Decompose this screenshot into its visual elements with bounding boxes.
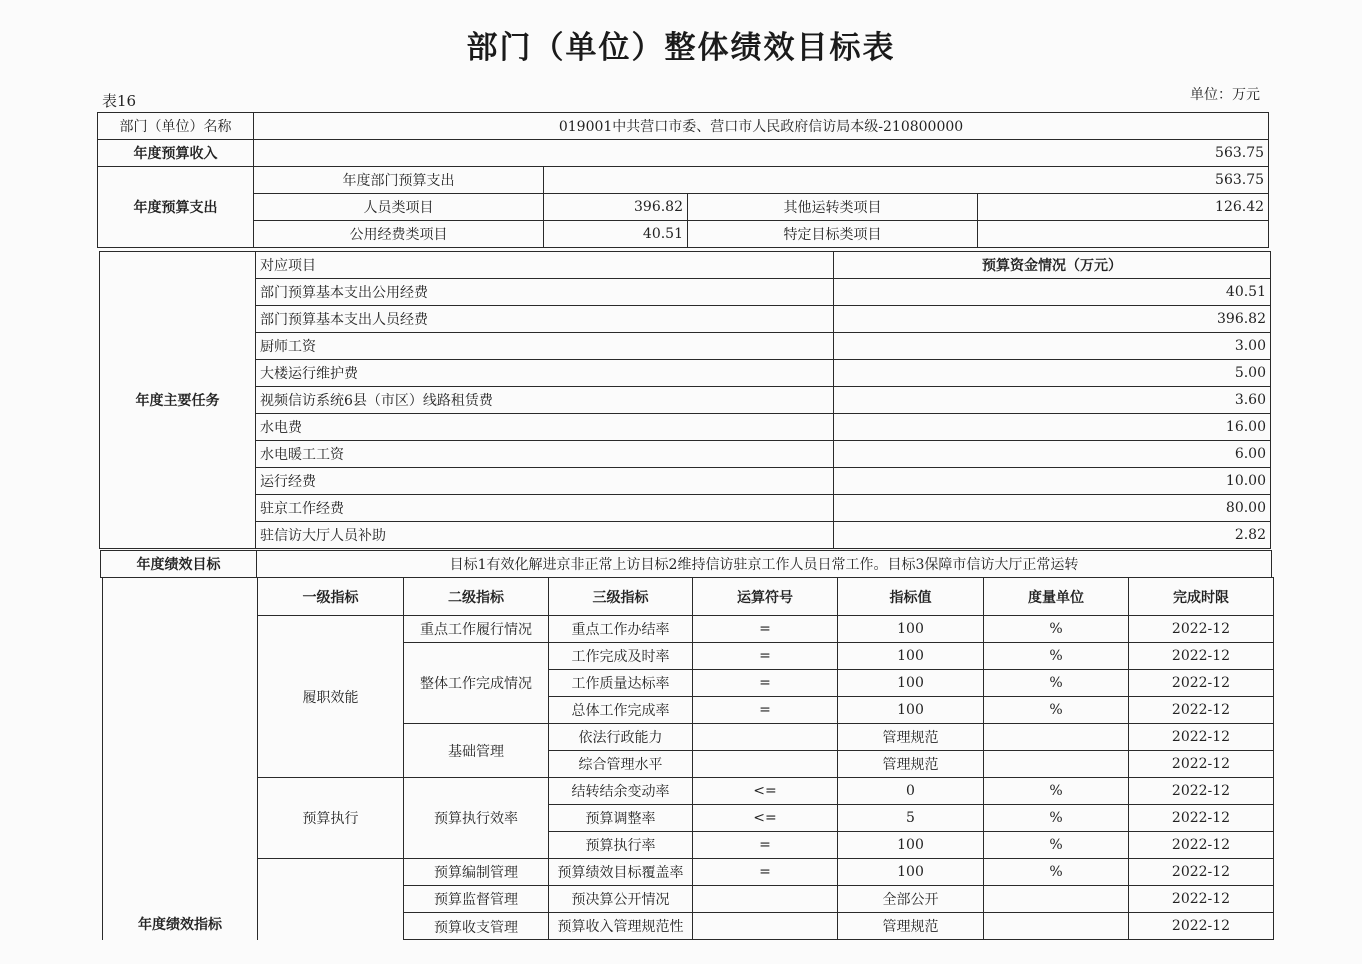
unit [984, 886, 1129, 913]
op [693, 724, 838, 751]
header-value: 指标值 [838, 578, 984, 616]
public-value: 40.51 [544, 221, 688, 248]
personnel-label: 人员类项目 [254, 194, 544, 221]
op: <= [693, 805, 838, 832]
dept-name-label: 部门（单位）名称 [98, 113, 254, 140]
l2-supervise: 预算监督管理 [404, 886, 549, 913]
unit: % [984, 643, 1129, 670]
l2-key-work: 重点工作履行情况 [404, 616, 549, 643]
date: 2022-12 [1129, 724, 1274, 751]
l3: 预算执行率 [549, 832, 693, 859]
l2-compile: 预算编制管理 [404, 859, 549, 886]
task-name: 水电费 [256, 414, 834, 441]
task-name: 运行经费 [256, 468, 834, 495]
val: 0 [838, 778, 984, 805]
special-value [978, 221, 1269, 248]
dept-expense-label: 年度部门预算支出 [254, 167, 544, 194]
table-row [100, 414, 1271, 441]
budget-summary-table [97, 112, 1269, 248]
task-name: 厨师工资 [256, 333, 834, 360]
table-row [100, 495, 1271, 522]
task-value: 3.00 [834, 333, 1271, 360]
table-row [100, 522, 1271, 549]
table-row [98, 221, 1269, 248]
table-row [98, 194, 1269, 221]
op [693, 751, 838, 778]
l3: 总体工作完成率 [549, 697, 693, 724]
val: 100 [838, 670, 984, 697]
task-value: 396.82 [834, 306, 1271, 333]
l2-exec-eff: 预算执行效率 [404, 778, 549, 859]
income-value: 563.75 [254, 140, 1269, 167]
val: 全部公开 [838, 886, 984, 913]
header-l3: 三级指标 [549, 578, 693, 616]
indicators-label: 年度绩效指标 [103, 578, 258, 940]
val: 100 [838, 616, 984, 643]
val: 100 [838, 859, 984, 886]
date: 2022-12 [1129, 886, 1274, 913]
l2-basic: 基础管理 [404, 724, 549, 778]
task-value: 10.00 [834, 468, 1271, 495]
task-name: 水电暖工工资 [256, 441, 834, 468]
l1-empty [258, 859, 404, 940]
l3: 结转结余变动率 [549, 778, 693, 805]
header-l2: 二级指标 [404, 578, 549, 616]
table-row [100, 387, 1271, 414]
task-value: 80.00 [834, 495, 1271, 522]
unit [984, 751, 1129, 778]
op: = [693, 616, 838, 643]
unit: % [984, 778, 1129, 805]
val: 管理规范 [838, 724, 984, 751]
unit: % [984, 616, 1129, 643]
goal-text: 目标1有效化解进京非正常上访目标2维持信访驻京工作人员日常工作。目标3保障市信访大厅正常运转 [257, 551, 1272, 578]
table-number: 表16 [102, 92, 137, 110]
date: 2022-12 [1129, 778, 1274, 805]
l3: 工作完成及时率 [549, 643, 693, 670]
header-unit: 度量单位 [984, 578, 1129, 616]
val: 管理规范 [838, 751, 984, 778]
date: 2022-12 [1129, 832, 1274, 859]
val: 管理规范 [838, 913, 984, 940]
income-label: 年度预算收入 [98, 140, 254, 167]
l3: 综合管理水平 [549, 751, 693, 778]
val: 100 [838, 643, 984, 670]
header-op: 运算符号 [693, 578, 838, 616]
goal-label: 年度绩效目标 [101, 551, 257, 578]
op: <= [693, 778, 838, 805]
personnel-value: 396.82 [544, 194, 688, 221]
dept-name-value: 019001中共营口市委、营口市人民政府信访局本级-210800000 [254, 113, 1269, 140]
task-value: 6.00 [834, 441, 1271, 468]
special-label: 特定目标类项目 [688, 221, 978, 248]
main-tasks-table [99, 251, 1271, 549]
l3: 预算收入管理规范性 [549, 913, 693, 940]
date: 2022-12 [1129, 913, 1274, 940]
unit [984, 913, 1129, 940]
performance-indicators-table [102, 577, 1274, 940]
l3: 依法行政能力 [549, 724, 693, 751]
op: = [693, 832, 838, 859]
task-value: 2.82 [834, 522, 1271, 549]
date: 2022-12 [1129, 697, 1274, 724]
op: = [693, 697, 838, 724]
l1-budget: 预算执行 [258, 778, 404, 859]
op: = [693, 859, 838, 886]
unit: % [984, 805, 1129, 832]
op: = [693, 643, 838, 670]
table-row [103, 778, 1274, 805]
table-row [98, 113, 1269, 140]
unit [984, 724, 1129, 751]
l2-overall: 整体工作完成情况 [404, 643, 549, 724]
table-row [100, 441, 1271, 468]
val: 100 [838, 697, 984, 724]
task-name: 大楼运行维护费 [256, 360, 834, 387]
dept-expense-value: 563.75 [544, 167, 1269, 194]
table-row [100, 279, 1271, 306]
date: 2022-12 [1129, 616, 1274, 643]
task-value: 5.00 [834, 360, 1271, 387]
table-row [98, 140, 1269, 167]
performance-goal-table [100, 550, 1272, 578]
tasks-col-funds: 预算资金情况（万元） [834, 252, 1271, 279]
table-row [100, 360, 1271, 387]
val: 5 [838, 805, 984, 832]
op [693, 913, 838, 940]
task-name: 视频信访系统6县（市区）线路租赁费 [256, 387, 834, 414]
date: 2022-12 [1129, 859, 1274, 886]
tasks-col-project: 对应项目 [256, 252, 834, 279]
l3: 预算绩效目标覆盖率 [549, 859, 693, 886]
task-name: 部门预算基本支出公用经费 [256, 279, 834, 306]
l3: 预决算公开情况 [549, 886, 693, 913]
table-row [103, 616, 1274, 643]
task-value: 40.51 [834, 279, 1271, 306]
table-row [101, 551, 1272, 578]
date: 2022-12 [1129, 670, 1274, 697]
table-row [103, 578, 1274, 616]
table-row [100, 252, 1271, 279]
task-value: 16.00 [834, 414, 1271, 441]
l1-perf: 履职效能 [258, 616, 404, 778]
tasks-label: 年度主要任务 [100, 252, 256, 549]
op [693, 886, 838, 913]
page-title: 部门（单位）整体绩效目标表 [466, 30, 896, 66]
table-row [103, 859, 1274, 886]
task-name: 部门预算基本支出人员经费 [256, 306, 834, 333]
date: 2022-12 [1129, 751, 1274, 778]
l3: 重点工作办结率 [549, 616, 693, 643]
op: = [693, 670, 838, 697]
date: 2022-12 [1129, 805, 1274, 832]
l3: 工作质量达标率 [549, 670, 693, 697]
unit-label: 单位：万元 [1190, 87, 1260, 103]
expense-label: 年度预算支出 [98, 167, 254, 248]
unit: % [984, 859, 1129, 886]
other-value: 126.42 [978, 194, 1269, 221]
table-row [100, 306, 1271, 333]
table-row [98, 167, 1269, 194]
unit: % [984, 670, 1129, 697]
header-deadline: 完成时限 [1129, 578, 1274, 616]
public-label: 公用经费类项目 [254, 221, 544, 248]
unit: % [984, 697, 1129, 724]
task-value: 3.60 [834, 387, 1271, 414]
l2-income-mgmt: 预算收支管理 [404, 913, 549, 940]
task-name: 驻信访大厅人员补助 [256, 522, 834, 549]
l3: 预算调整率 [549, 805, 693, 832]
header-l1: 一级指标 [258, 578, 404, 616]
table-row [100, 333, 1271, 360]
unit: % [984, 832, 1129, 859]
table-row [100, 468, 1271, 495]
other-label: 其他运转类项目 [688, 194, 978, 221]
task-name: 驻京工作经费 [256, 495, 834, 522]
val: 100 [838, 832, 984, 859]
date: 2022-12 [1129, 643, 1274, 670]
